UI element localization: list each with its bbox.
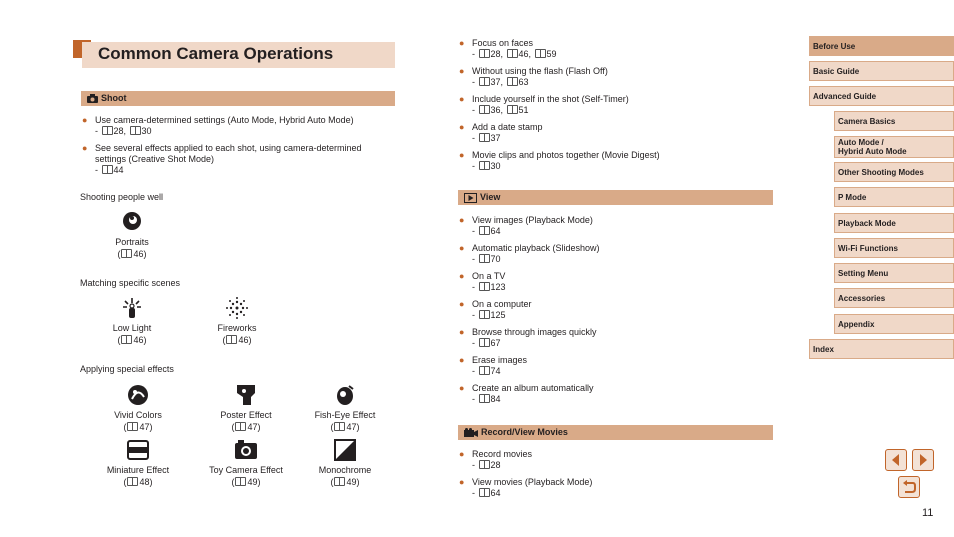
bullet-text: Add a date stamp xyxy=(472,122,543,132)
page-ref[interactable]: - 64 xyxy=(472,488,501,498)
arrow-right-icon xyxy=(913,450,933,470)
book-icon xyxy=(127,477,138,486)
bullet-dot: ● xyxy=(459,355,465,365)
shoot-bullets-continued xyxy=(458,38,773,178)
section-movies-heading xyxy=(458,425,773,440)
book-icon xyxy=(535,49,546,58)
list-item xyxy=(458,299,773,321)
scenes-label: Matching specific scenes xyxy=(80,278,181,288)
book-icon xyxy=(334,477,345,486)
mode-ref: ( 47) xyxy=(330,422,360,432)
section-view-title: View xyxy=(480,192,501,202)
list-item xyxy=(458,477,773,499)
mode-ref: ( 48) xyxy=(123,477,153,487)
bullet-dot: ● xyxy=(459,449,465,459)
bullet-dot: ● xyxy=(459,150,465,160)
playback-icon xyxy=(464,193,477,203)
movies-bullets xyxy=(458,449,773,505)
nav-basic-guide[interactable]: Basic Guide xyxy=(809,61,954,81)
book-icon xyxy=(479,366,490,375)
mode-ref: ( 46) xyxy=(117,335,147,345)
page-ref[interactable]: - 37 xyxy=(472,133,501,143)
bullet-dot: ● xyxy=(459,299,465,309)
movie-camera-icon xyxy=(464,428,478,437)
book-icon xyxy=(235,477,246,486)
book-icon xyxy=(479,133,490,142)
nav-camera-basics[interactable]: Camera Basics xyxy=(834,111,954,131)
page-ref[interactable]: - 30 xyxy=(472,161,501,171)
mode-monochrome[interactable] xyxy=(300,438,390,488)
mode-ref: ( 47) xyxy=(231,422,261,432)
page-number: 11 xyxy=(922,507,934,519)
section-movies-title: Record/View Movies xyxy=(481,427,568,437)
book-icon xyxy=(479,77,490,86)
nav-wifi-functions[interactable]: Wi-Fi Functions xyxy=(834,238,954,258)
list-item xyxy=(458,215,773,237)
mode-ref: ( 47) xyxy=(123,422,153,432)
page-title-block xyxy=(73,40,395,68)
mode-toy-camera-effect[interactable] xyxy=(201,438,291,488)
list-item xyxy=(458,66,773,88)
page-ref[interactable]: - 123 xyxy=(472,282,506,292)
mode-portraits[interactable] xyxy=(87,210,177,260)
book-icon xyxy=(507,49,518,58)
bullet-text: On a computer xyxy=(472,299,532,309)
mode-ref: ( 46) xyxy=(117,249,147,259)
book-icon xyxy=(121,249,132,258)
bullet-text: Create an album automatically xyxy=(472,383,594,393)
mode-name: Low Light xyxy=(112,323,152,333)
bullet-dot: ● xyxy=(459,271,465,281)
section-view-heading xyxy=(458,190,773,205)
bullet-text: See several effects applied to each shot, using camera-determined settings (Creative Shot Mode) xyxy=(95,143,362,164)
mode-name: Toy Camera Effect xyxy=(209,465,283,475)
book-icon xyxy=(102,165,113,174)
book-icon xyxy=(127,422,138,431)
bullet-dot: ● xyxy=(459,215,465,225)
list-item xyxy=(458,122,773,144)
mode-name: Monochrome xyxy=(318,465,372,475)
bullet-text: Automatic playback (Slideshow) xyxy=(472,243,600,253)
list-item xyxy=(458,150,773,172)
list-item xyxy=(458,271,773,293)
page-ref[interactable]: - 125 xyxy=(472,310,506,320)
nav-auto-mode-line1: Auto Mode / xyxy=(838,138,884,147)
list-item xyxy=(81,115,391,137)
bullet-text: Movie clips and photos together (Movie Digest) xyxy=(472,150,660,160)
book-icon xyxy=(507,105,518,114)
miniature-effect-icon xyxy=(126,438,150,462)
mode-ref: ( 49) xyxy=(231,477,261,487)
page-ref[interactable]: - 74 xyxy=(472,366,501,376)
camera-icon xyxy=(87,94,98,103)
mode-fish-eye-effect[interactable] xyxy=(300,383,390,433)
list-item xyxy=(458,94,773,116)
bullet-text: Without using the flash (Flash Off) xyxy=(472,66,608,76)
mode-name: Fish-Eye Effect xyxy=(314,410,376,420)
page-ref[interactable]: - 84 xyxy=(472,394,501,404)
fireworks-icon xyxy=(225,296,249,320)
page-ref[interactable]: - 67 xyxy=(472,338,501,348)
book-icon xyxy=(479,226,490,235)
page-title: Common Camera Operations xyxy=(98,44,334,63)
list-item xyxy=(458,243,773,265)
poster-effect-icon xyxy=(234,383,258,407)
book-icon xyxy=(479,460,490,469)
bullet-text: View images (Playback Mode) xyxy=(472,215,593,225)
bullet-dot: ● xyxy=(459,38,465,48)
bullet-text: Include yourself in the shot (Self-Timer) xyxy=(472,94,629,104)
nav-accessories[interactable]: Accessories xyxy=(834,288,954,308)
bullet-text: Use camera-determined settings (Auto Mode, Hybrid Auto Mode) xyxy=(95,115,354,125)
section-shoot-title: Shoot xyxy=(101,93,127,103)
mode-low-light[interactable] xyxy=(87,296,177,346)
mode-fireworks[interactable] xyxy=(192,296,282,346)
nav-auto-mode[interactable] xyxy=(834,136,954,158)
bullet-dot: ● xyxy=(459,94,465,104)
mode-miniature-effect[interactable] xyxy=(93,438,183,488)
mode-name: Fireworks xyxy=(217,323,257,333)
page-ref[interactable]: - 28, 30 xyxy=(95,126,152,136)
prev-page-button[interactable] xyxy=(885,449,907,471)
return-button[interactable] xyxy=(898,476,920,498)
book-icon xyxy=(334,422,345,431)
vivid-colors-icon xyxy=(126,383,150,407)
effects-label: Applying special effects xyxy=(80,364,174,374)
nav-p-mode[interactable]: P Mode xyxy=(834,187,954,207)
bullet-dot: ● xyxy=(459,122,465,132)
return-icon xyxy=(899,477,919,497)
book-icon xyxy=(226,335,237,344)
arrow-left-icon xyxy=(886,450,906,470)
book-icon xyxy=(507,77,518,86)
book-icon xyxy=(102,126,113,135)
nav-advanced-guide[interactable]: Advanced Guide xyxy=(809,86,954,106)
nav-appendix[interactable]: Appendix xyxy=(834,314,954,334)
mode-name: Poster Effect xyxy=(220,410,272,420)
nav-before-use[interactable]: Before Use xyxy=(809,36,954,56)
bullet-dot: ● xyxy=(459,243,465,253)
book-icon xyxy=(121,335,132,344)
bullet-text: Browse through images quickly xyxy=(472,327,597,337)
mode-name: Portraits xyxy=(115,237,149,247)
bullet-dot: ● xyxy=(459,327,465,337)
list-item xyxy=(458,383,773,405)
bullet-dot: ● xyxy=(459,383,465,393)
page-ref[interactable]: - 36, 51 xyxy=(472,105,529,115)
page-ref[interactable]: - 64 xyxy=(472,226,501,236)
section-shoot-heading xyxy=(81,91,395,106)
page-ref[interactable]: - 44 xyxy=(95,165,124,175)
nav-auto-mode-line2: Hybrid Auto Mode xyxy=(838,147,907,156)
list-item xyxy=(458,327,773,349)
mode-ref: ( 49) xyxy=(330,477,360,487)
people-label: Shooting people well xyxy=(80,192,164,202)
mode-name: Miniature Effect xyxy=(106,465,170,475)
bullet-dot: ● xyxy=(459,66,465,76)
mode-vivid-colors[interactable] xyxy=(93,383,183,433)
book-icon xyxy=(479,282,490,291)
nav-playback-mode[interactable]: Playback Mode xyxy=(834,213,954,233)
list-item xyxy=(81,143,391,176)
fish-eye-icon xyxy=(333,383,357,407)
book-icon xyxy=(235,422,246,431)
book-icon xyxy=(479,394,490,403)
book-icon xyxy=(479,105,490,114)
bullet-text: Erase images xyxy=(472,355,528,365)
book-icon xyxy=(479,49,490,58)
list-item xyxy=(458,38,773,60)
book-icon xyxy=(479,488,490,497)
bullet-text: Focus on faces xyxy=(472,38,534,48)
bullet-text: Record movies xyxy=(472,449,533,459)
nav-setting-menu[interactable]: Setting Menu xyxy=(834,263,954,283)
page-ref[interactable]: - 70 xyxy=(472,254,501,264)
view-bullets xyxy=(458,215,773,411)
mode-poster-effect[interactable] xyxy=(201,383,291,433)
book-icon xyxy=(479,254,490,263)
portrait-icon xyxy=(120,210,144,234)
bullet-dot: ● xyxy=(82,143,88,153)
page-ref[interactable]: - 37, 63 xyxy=(472,77,529,87)
book-icon xyxy=(479,310,490,319)
book-icon xyxy=(479,161,490,170)
list-item xyxy=(458,355,773,377)
page-ref[interactable]: - 28 xyxy=(472,460,501,470)
toy-camera-icon xyxy=(234,438,258,462)
monochrome-icon xyxy=(333,438,357,462)
list-item xyxy=(458,449,773,471)
bullet-text: View movies (Playback Mode) xyxy=(472,477,593,487)
nav-other-shooting-modes[interactable]: Other Shooting Modes xyxy=(834,162,954,182)
shoot-bullets xyxy=(81,115,391,182)
low-light-icon xyxy=(120,296,144,320)
book-icon xyxy=(479,338,490,347)
next-page-button[interactable] xyxy=(912,449,934,471)
bullet-dot: ● xyxy=(459,477,465,487)
bullet-text: On a TV xyxy=(472,271,506,281)
nav-index[interactable]: Index xyxy=(809,339,954,359)
mode-name: Vivid Colors xyxy=(114,410,162,420)
page-ref[interactable]: - 28, 46, 59 xyxy=(472,49,557,59)
book-icon xyxy=(130,126,141,135)
bullet-dot: ● xyxy=(82,115,88,125)
mode-ref: ( 46) xyxy=(222,335,252,345)
